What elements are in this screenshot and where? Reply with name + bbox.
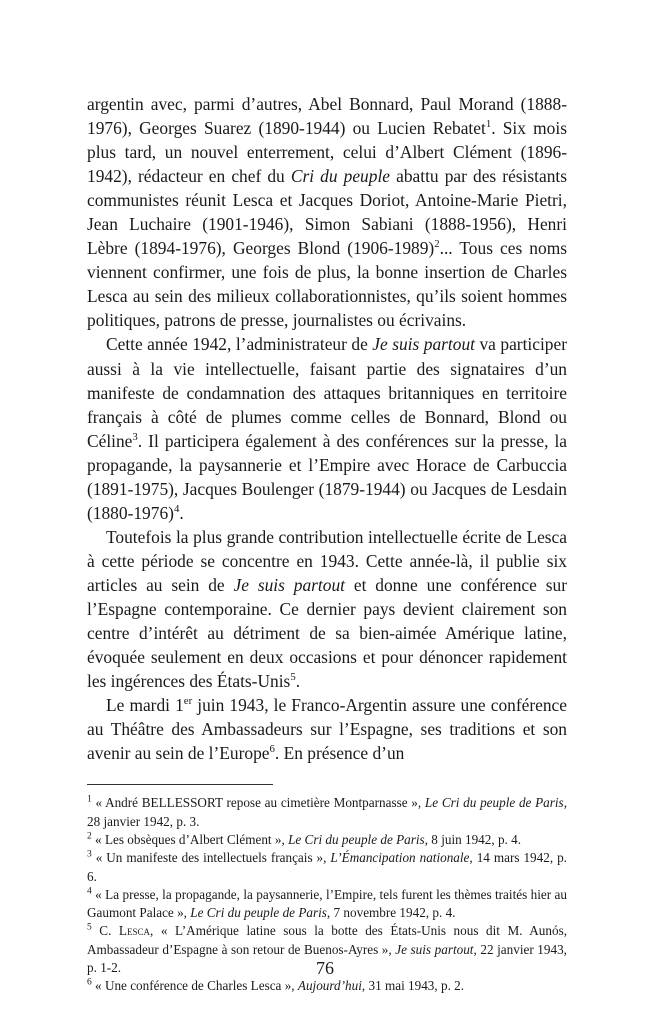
text-run: .	[179, 502, 184, 523]
text-run: , 31 mai 1943, p. 2.	[361, 978, 465, 994]
footnote	[87, 886, 567, 923]
footnote	[87, 977, 567, 995]
text-run: . En présence d’un	[274, 743, 405, 764]
italic-text: Je suis partout	[372, 334, 475, 355]
text-run: « La presse, la propagande, la paysannerie, l’Empire, tels furent les thèmes traités hier au Gaumont Palace »,	[87, 886, 567, 921]
footnote	[87, 849, 567, 886]
italic-text: Je suis partout	[395, 941, 474, 957]
footnote-ref: 5	[290, 671, 296, 684]
text-run: et donne une conférence sur l’Espagne contemporaine. Ce dernier pays devient clairement son centre d’intérêt au détriment de sa bien-aimée Amérique latine, évoquée seulement en deux occasions et pour dénoncer rapidement les ingérences des États-Unis	[87, 574, 567, 692]
body-text	[87, 92, 567, 765]
footnote-ref: 3	[132, 430, 138, 443]
footnote-ref: 2	[434, 238, 440, 251]
italic-text: Aujourd’hui	[297, 978, 362, 994]
text-run: « Une conférence de Charles Lesca »,	[91, 978, 298, 994]
text-run: ... Tous ces noms viennent confirmer, une fois de plus, la bonne insertion de Charles Lesca au sein des milieux collaborationnistes, qu’ils soient hommes politiques, patrons de presse, journalistes ou écrivains.	[87, 238, 567, 331]
italic-text: Le Cri du peuple de Paris	[424, 795, 564, 811]
text-run: , 14 mars 1942, p. 6.	[87, 850, 567, 884]
text-run: . Six mois plus tard, un nouvel enterrement, celui d’Albert Clément (1896-1942), rédacteur en chef du	[87, 118, 567, 187]
footnote	[87, 831, 567, 849]
text-run: Le mardi 1	[106, 695, 184, 716]
text-run: Cette année 1942, l’administrateur de	[106, 334, 373, 355]
footnote-ref: er	[183, 695, 193, 708]
text-run: 7 novembre 1942, p. 4.	[330, 905, 456, 921]
footnote-ref: 1	[485, 118, 492, 131]
footnote-ref: 6	[87, 977, 92, 988]
page-number: 76	[316, 958, 334, 978]
footnote-ref: 6	[269, 743, 275, 756]
paragraph	[87, 525, 567, 693]
footnote-ref: 4	[173, 503, 180, 515]
text-run: Toutefois la plus grande contribution intellectuelle écrite de Lesca à cette période se concentre en 1943. Cette année-là, il publie six articles au sein de	[87, 526, 567, 595]
text-run: , « L’Amérique latine sous la botte des États-Unis nous dit M. Aunós, Ambassadeur d’Espagne à son retour de Buenos-Ayres »,	[87, 923, 568, 957]
text-run: juin 1943, le Franco-Argentin assure une conférence au Théâtre des Ambassadeurs sur l’Espagne, ses traditions et son avenir au sein de l’Europe	[87, 695, 567, 764]
footnote-ref: 2	[87, 831, 92, 842]
text-run: « André BELLESSORT repose au cimetière Montparnasse »,	[91, 795, 425, 811]
small-caps-text: Lesca	[118, 923, 150, 939]
text-run: , 28 janvier 1942, p. 3.	[87, 795, 567, 829]
footnote-ref: 1	[87, 794, 92, 805]
text-run: va participer aussi à la vie intellectuelle, faisant partie des signataires d’un manifeste de condamnation des attaques britanniques en territoire français à côté de plumes comme celles de Bonnard, Blond ou Céline	[87, 334, 567, 451]
italic-text: Le Cri du peuple de Paris	[288, 831, 425, 847]
paragraph	[87, 693, 567, 765]
text-run: « Les obsèques d’Albert Clément »,	[91, 831, 289, 847]
footnote	[87, 794, 567, 831]
italic-text: L’Émancipation nationale	[330, 850, 470, 866]
italic-text: Je suis partout	[233, 574, 345, 595]
paragraph	[87, 92, 567, 332]
italic-text: Cri du peuple	[290, 166, 390, 187]
text-run: .	[295, 671, 301, 692]
text-run: . Il participera également à des conférences sur la presse, la propagande, la paysannerie et l’Empire avec Horace de Carbuccia (1891-1975), Jacques Boulenger (1879-1944) ou Jacques de Lesdain (1880-1976)	[87, 430, 567, 523]
page-content	[87, 92, 567, 996]
text-run: abattu par des résistants communistes réunit Lesca et Jacques Doriot, Antoine-Marie Pietri, Jean Luchaire (1901-1946), Simon Sabiani (1888-1956), Henri Lèbre (1894-1976), Georges Blond (1906-1989)	[87, 166, 568, 259]
text-run: C.	[91, 923, 119, 939]
footnote-separator	[87, 784, 273, 785]
text-run: « Un manifeste des intellectuels français »,	[91, 850, 331, 866]
footnote-ref: 5	[87, 923, 92, 933]
text-run: , 22 janvier 1943, p. 1-2.	[87, 941, 567, 975]
italic-text: Le Cri du peuple de Paris,	[190, 905, 331, 921]
text-run: argentin avec, parmi d’autres, Abel Bonnard, Paul Morand (1888-1976), Georges Suarez (1890-1944) ou Lucien Rebatet	[87, 94, 567, 139]
footnote-ref: 4	[87, 886, 92, 897]
text-run: , 8 juin 1942, p. 4.	[424, 831, 522, 847]
paragraph	[87, 332, 567, 524]
footnote-ref: 3	[87, 849, 92, 860]
